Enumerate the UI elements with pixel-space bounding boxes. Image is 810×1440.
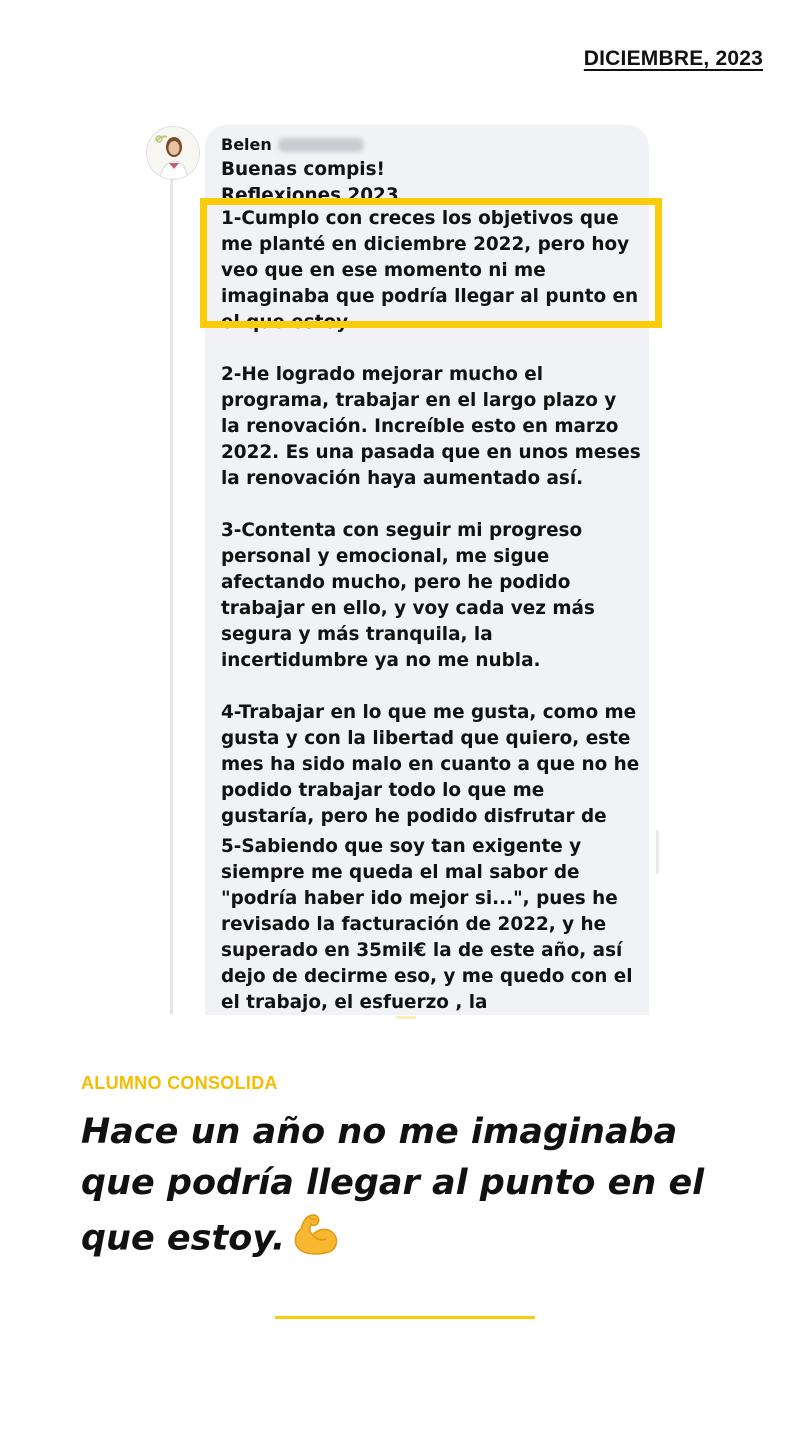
comment-greeting: Buenas compis! <box>221 159 385 180</box>
comment-bubble <box>205 125 649 1015</box>
testimonial-quote <box>81 1107 741 1270</box>
avatar-photo-icon <box>147 127 199 179</box>
comment-author[interactable] <box>221 133 641 157</box>
reflection-5: 5-Sabiendo que soy tan exigente y siempre me queda el mal sabor de "podría haber ido mejor si...", pues he revisado la facturación de 2022, y he superado en 35mil€ la de este año, así dejo de decirme eso, y me quedo con el el trabajo, el esfuerzo , la <box>221 836 633 1013</box>
testimonial-label: ALUMNO CONSOLIDA <box>81 1073 278 1093</box>
reflection-4: 4-Trabajar en lo que me gusta, como me gusta y con la libertad que quiero, este mes ha sido malo en cuanto a que no he podido trabajar todo lo que me gustaría, pero he podido disfrutar de <box>221 702 640 827</box>
flexed-biceps-icon <box>291 1209 341 1270</box>
scrollbar[interactable] <box>656 830 659 874</box>
date-heading: DICIEMBRE, 2023 <box>583 47 763 70</box>
author-name[interactable]: Belen <box>221 135 272 154</box>
blurred-surname <box>278 138 364 152</box>
avatar <box>146 126 200 180</box>
divider-line <box>275 1316 535 1319</box>
quote-text: Hace un año no me imaginaba que podría llegar al punto en el que estoy. <box>81 1112 705 1259</box>
comment-title: Reflexiones 2023 <box>221 185 399 201</box>
reflection-3: 3-Contenta con seguir mi progreso personal y emocional, me sigue afectando mucho, pero he podido trabajar en ello, y voy cada vez más segura y más tranquila, la incertidumbre ya no me nubla. <box>221 520 595 671</box>
reflection-2: 2-He logrado mejorar mucho el programa, trabajar en el largo plazo y la renovación. Increíble esto en marzo 2022. Es una pasada que en unos meses la renovación haya aumentado así. <box>221 364 641 489</box>
reflection-1: 1-Cumplo con creces los objetivos que me planté en diciembre 2022, pero hoy veo que en ese momento ni me imaginaba que podría llegar al punto en el que estoy. <box>221 208 639 333</box>
thread-line <box>170 180 173 1014</box>
decorative-mark <box>396 1016 416 1019</box>
